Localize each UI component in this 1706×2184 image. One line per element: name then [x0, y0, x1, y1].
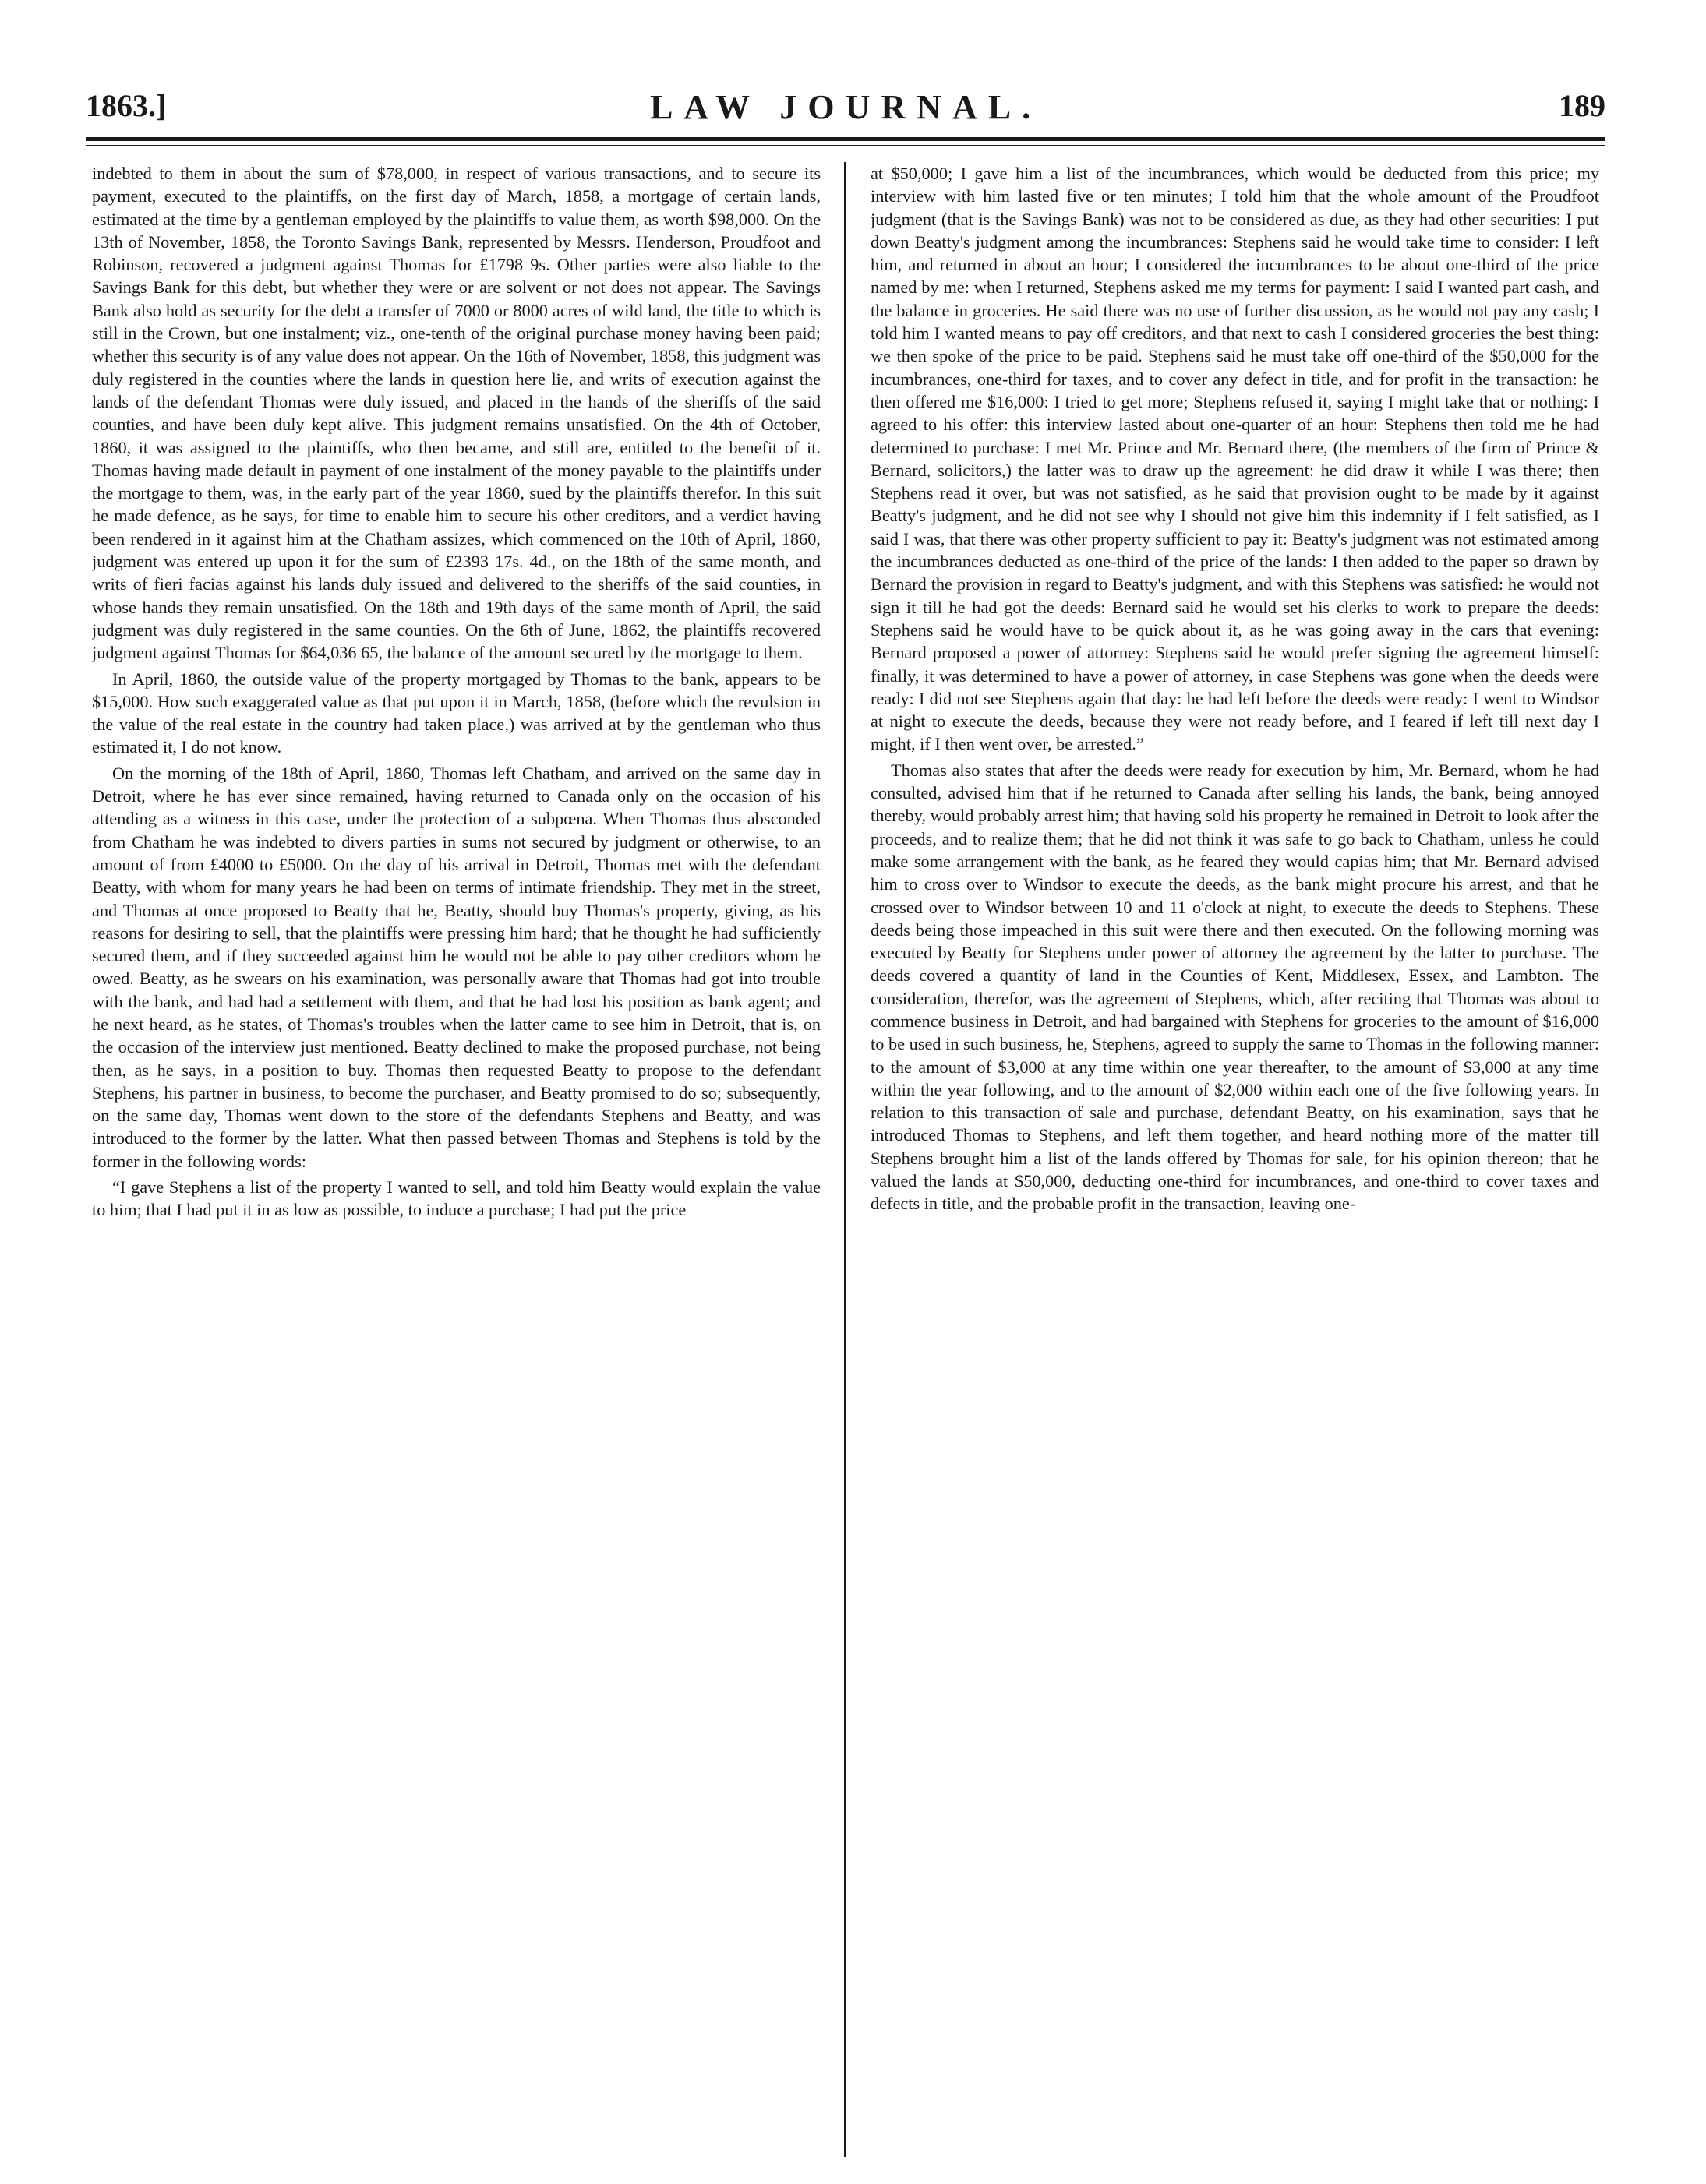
header-year: 1863.] [86, 88, 167, 123]
header-rule-thin [86, 145, 1605, 146]
left-paragraph-4: “I gave Stephens a list of the property I wanted to sell, and told him Beatty would explain the value to him; that I had put it in as low as possible, to induce a purchase; I had put the price [92, 1177, 821, 1220]
right-paragraph-2: Thomas also states that after the deeds were ready for execution by him, Mr. Bernard, whom he had consulted, advised him that if he returned to Canada after selling his lands, the bank, being annoyed thereby, would probably arrest him; that having sold his property he remained in Detroit to look after the proceeds, and to realize them; that he did not think it was safe to go back to Chatham, unless he could make some arrangement with the bank, as he feared they would capias him; that Mr. Bernard advised him to cross over to Windsor to execute the deeds, as the bank might procure his arrest, and that he crossed over to Windsor between 10 and 11 o'clock at night, to execute the deeds to Stephens. These deeds being those impeached in this suit were there and then executed. On the following morning was executed by Beatty for Stephens under power of attorney the agreement by the latter to purchase. The deeds covered a quantity of land in the Counties of Kent, Middlesex, Essex, and Lambton. The consideration, therefor, was the agreement of Stephens, which, after reciting that Thomas was about to commence business in Detroit, and had bargained with Stephens for groceries to the amount of $16,000 to be used in such business, he, Stephens, agreed to supply the same to Thomas in the following manner: to the amount of $3,000 at any time within one year thereafter, to the amount of $3,000 at any time within the year following, and to the amount of $2,000 within each one of the five following years. In relation to this transaction of sale and purchase, defendant Beatty, on his examination, says that he introduced Thomas to Stephens, and left them together, and heard nothing more of the matter till Stephens brought him a list of the lands offered by Thomas for sale, for his opinion thereon; that he valued the lands at $50,000, deducting one-third for incumbrances, and one-third to cover taxes and defects in title, and the probable profit in the transaction, leaving one- [871, 760, 1599, 1214]
left-paragraph-1: indebted to them in about the sum of $78,000, in respect of various transactions, and to secure its payment, executed to the plaintiffs, on the first day of March, 1858, a mortgage of certain lands, estimated at the time by a gentleman employed by the plaintiffs to value them, as worth $98,000. On the 13th of November, 1858, the Toronto Savings Bank, represented by Messrs. Henderson, Proudfoot and Robinson, recovered a judgment against Thomas for £1798 9s. Other parties were also liable to the Savings Bank for this debt, but whether they were or are solvent or not does not appear. The Savings Bank also hold as security for the debt a transfer of 7000 or 8000 acres of wild land, the title to which is still in the Crown, but one instalment; viz., one-tenth of the original purchase money having been paid; whether this security is of any value does not appear. On the 16th of November, 1858, this judgment was duly registered in the counties where the lands in question here lie, and writs of execution against the lands of the defendant Thomas were duly issued, and placed in the hands of the sheriffs of the said counties, and have been duly kept alive. This judgment remains unsatisfied. On the 4th of October, 1860, it was assigned to the plaintiffs, who then became, and still are, entitled to the benefit of it. Thomas having made default in payment of one instalment of the money payable to the plaintiffs under the mortgage to them, was, in the early part of the year 1860, sued by the plaintiffs therefor. In this suit he made defence, as he says, for time to enable him to secure his other creditors, and a verdict having been rendered in it against him at the Chatham assizes, which commenced on the 10th of April, 1860, judgment was entered up upon it for the sum of £2393 17s. 4d., on the 18th of the same month, and writs of fieri facias against his lands duly issued and delivered to the sheriffs of the said counties, in whose hands they remain unsatisfied. On the 18th and 19th days of the same month of April, the said judgment was duly registered in the same counties. On the 6th of June, 1862, the plaintiffs recovered judgment against Thomas for $64,036 65, the balance of the amount secured by the mortgage to them. [92, 164, 821, 663]
page-header [86, 87, 1605, 137]
header-rule-thick [86, 137, 1605, 141]
right-paragraph-1: at $50,000; I gave him a list of the incumbrances, which would be deducted from this price; my interview with him lasted five or ten minutes; I told him that the whole amount of the Proudfoot judgment (that is the Savings Bank) was not to be considered as due, as they had other securities: I put down Beatty's judgment among the incumbrances: Stephens said he would take time to consider: I left him, and returned in about an hour; I considered the incumbrances to be about one-third of the price named by me: when I returned, Stephens asked me my terms for payment: I said I wanted part cash, and the balance in groceries. He said there was no use of further discussion, as he would not pay any cash; I told him I wanted means to pay off creditors, and that next to cash I considered groceries the best thing: we then spoke of the price to be paid. Stephens said he must take off one-third of the $50,000 for the incumbrances, one-third for taxes, and to cover any defect in title, and for profit in the transaction: he then offered me $16,000: I tried to get more; Stephens refused it, saying I might take that or nothing: I agreed to his offer: this interview lasted about one-quarter of an hour: Stephens then told me he had determined to purchase: I met Mr. Prince and Mr. Bernard there, (the members of the firm of Prince & Bernard, solicitors,) the latter was to draw up the agreement: he did draw it while I was there; then Stephens read it over, but was not satisfied, as he said that provision ought to be made by it against Beatty's judgment, and he did not see why I should not give him this indemnity if I felt satisfied, as I said I was, that there was other property sufficient to pay it: Beatty's judgment was not estimated among the incumbrances deducted as one-third of the price of the lands: I then added to the paper so drawn by Bernard the provision in regard to Beatty's judgment, and with this Stephens was satisfied: he would not sign it till he had got the deeds: Bernard said he would set his clerks to work to prepare the deeds: Stephens said he would have to be quick about it, as he was going away in the cars that evening: Bernard proposed a power of attorney: Stephens said he would prefer signing the agreement himself: finally, it was determined to have a power of attorney, in case Stephens was gone when the deeds were ready: I did not see Stephens again that day: he had left before the deeds were ready: I went to Windsor at night to execute the deeds, because they were not ready before, and I feared if left till next day I might, if I then went over, be arrested.” [871, 164, 1599, 754]
page-number: 189 [1559, 88, 1605, 123]
left-column [92, 162, 821, 2165]
left-paragraph-2: In April, 1860, the outside value of the property mortgaged by Thomas to the bank, appears to be $15,000. How such exaggerated value as that put upon it in March, 1858, (before which the revulsion in the value of the real estate in the country had taken place,) was arrived at by the gentleman who thus estimated it, I do not know. [92, 669, 821, 757]
journal-title: LAW JOURNAL. [649, 88, 1042, 126]
left-paragraph-3: On the morning of the 18th of April, 1860, Thomas left Chatham, and arrived on the same day in Detroit, where he has ever since remained, having returned to Canada only on the occasion of his attending as a witness in this case, under the protection of a subpœna. When Thomas thus absconded from Chatham he was indebted to divers parties in sums not secured by judgment or otherwise, to an amount of from £4000 to £5000. On the day of his arrival in Detroit, Thomas met with the defendant Beatty, with whom for many years he had been on terms of intimate friendship. They met in the street, and Thomas at once proposed to Beatty that he, Beatty, should buy Thomas's property, giving, as his reasons for desiring to sell, that the plaintiffs were pressing him hard; that he thought he had sufficiently secured them, and if they succeeded against him he would not be able to pay other creditors whom he owed. Beatty, as he swears on his examination, was personally aware that Thomas had got into trouble with the bank, and had had a settlement with them, and that he had lost his position as bank agent; and he next heard, as he states, of Thomas's troubles when the latter came to see him in Detroit, that is, on the occasion of the interview just mentioned. Beatty declined to make the proposed purchase, not being then, as he says, in a position to buy. Thomas then requested Beatty to propose to the defendant Stephens, his partner in business, to become the purchaser, and Beatty promised to do so; subsequently, on the same day, Thomas went down to the store of the defendants Stephens and Beatty, and was introduced to the former by the latter. What then passed between Thomas and Stephens is told by the former in the following words: [92, 763, 821, 1171]
right-column [871, 162, 1599, 2165]
column-divider [844, 162, 846, 2157]
